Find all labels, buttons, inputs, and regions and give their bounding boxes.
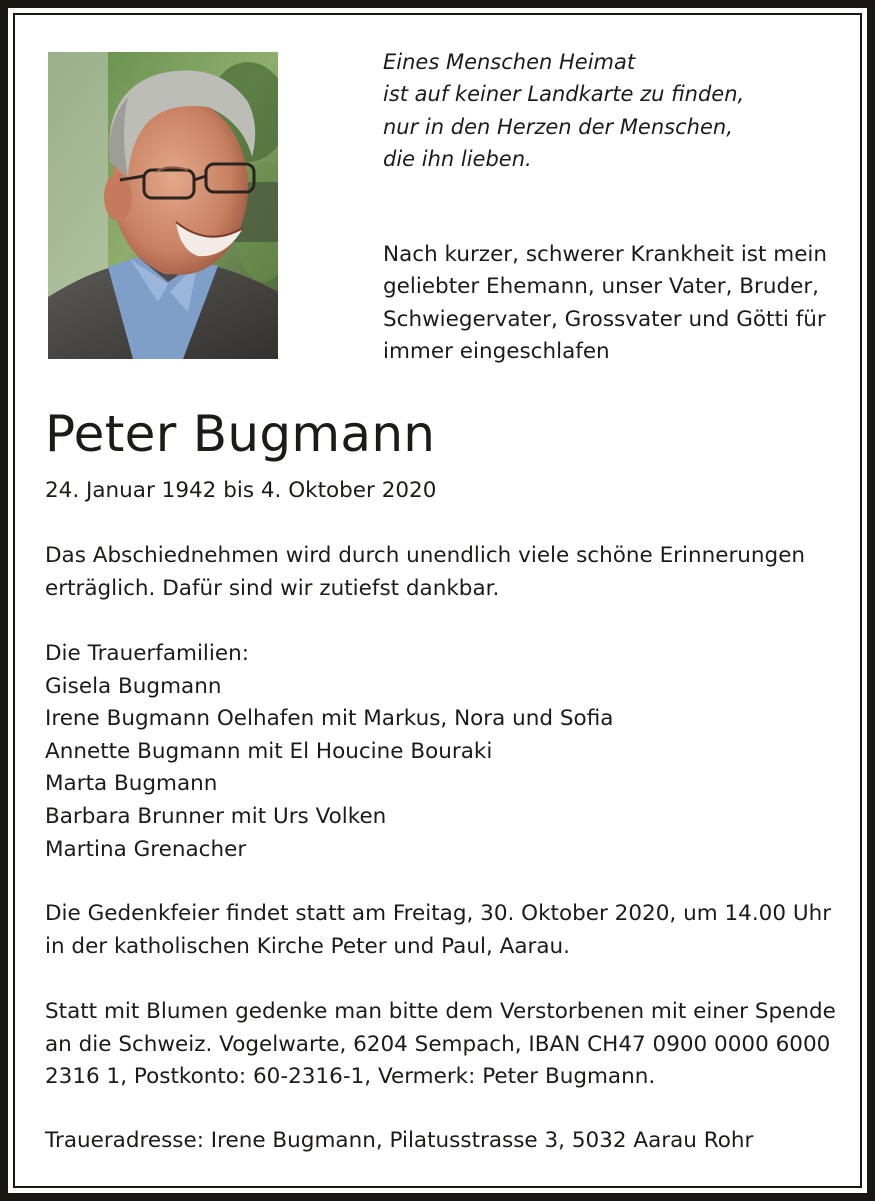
- motto-line: nur in den Herzen der Menschen,: [383, 114, 733, 139]
- memorial-ceremony-info: [45, 898, 831, 963]
- ceremony-line: Die Gedenkfeier findet statt am Freitag, 30. Oktober 2020, um 14.00 Uhr: [45, 901, 832, 926]
- motto-verse: [383, 46, 744, 175]
- announcement-line: geliebter Ehemann, unser Vater, Bruder,: [383, 274, 820, 300]
- gratitude-line: Das Abschiednehmen wird durch unendlich viele schöne Erinnerungen: [45, 543, 806, 568]
- announcement-line: immer eingeschlafen: [383, 338, 610, 364]
- death-announcement: [383, 239, 827, 368]
- mourning-address: [45, 1125, 753, 1158]
- donation-line: an die Schweiz. Vogelwarte, 6204 Sempach, IBAN CH47 0900 0000 6000: [45, 1031, 831, 1057]
- announcement-line: Schwiegervater, Grossvater und Götti für: [383, 306, 826, 332]
- donation-info: [45, 996, 836, 1094]
- family-member: Marta Bugmann: [45, 771, 218, 797]
- motto-line: Eines Menschen Heimat: [383, 50, 636, 74]
- motto-line: ist auf keiner Landkarte zu finden,: [383, 82, 745, 107]
- donation-line: 2316 1, Postkonto: 60-2316-1, Vermerk: Peter Bugmann.: [45, 1064, 656, 1090]
- family-member: Annette Bugmann mit El Houcine Bouraki: [45, 738, 493, 764]
- donation-line: Statt mit Blumen gedenke man bitte dem Verstorbenen mit einer Spende: [45, 999, 836, 1024]
- family-member: Gisela Bugmann: [45, 673, 222, 699]
- life-dates: 24. Januar 1942 bis 4. Oktober 2020: [45, 478, 437, 503]
- family-member: Barbara Brunner mit Urs Volken: [45, 803, 387, 829]
- announcement-line: Nach kurzer, schwerer Krankheit ist mein: [383, 242, 828, 267]
- address-line: Traueradresse: Irene Bugmann, Pilatusstrasse 3, 5032 Aarau Rohr: [45, 1128, 754, 1153]
- mourning-families: [45, 638, 613, 866]
- motto-line: die ihn lieben.: [383, 146, 532, 171]
- gratitude-text: [45, 540, 805, 605]
- portrait-photo: [48, 52, 278, 359]
- gratitude-line: erträglich. Dafür sind wir zutiefst dankbar.: [45, 575, 500, 601]
- ceremony-line: in der katholischen Kirche Peter und Paul, Aarau.: [45, 933, 570, 959]
- deceased-name: Peter Bugmann: [45, 405, 436, 463]
- family-member: Martina Grenacher: [45, 836, 247, 862]
- families-heading: Die Trauerfamilien:: [45, 641, 249, 666]
- family-member: Irene Bugmann Oelhafen mit Markus, Nora und Sofia: [45, 706, 614, 732]
